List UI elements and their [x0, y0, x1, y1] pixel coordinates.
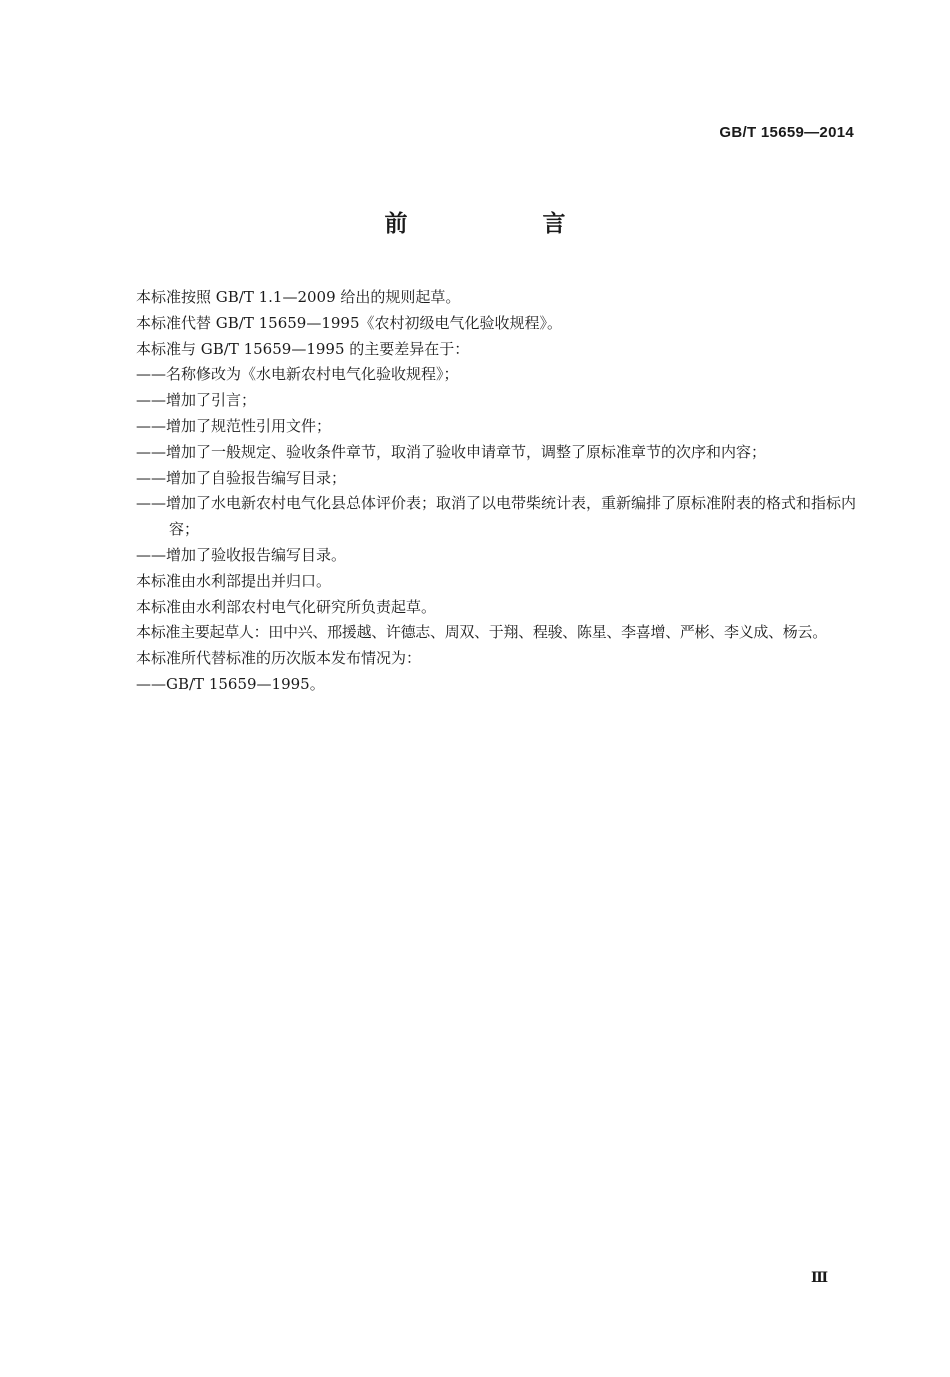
- paragraph-drafting-rules: 本标准按照 GB/T 1.1—2009 给出的规则起草。: [136, 288, 461, 306]
- standard-code: GB/T 15659—2014: [719, 124, 854, 141]
- page-number: Ⅲ: [810, 1270, 828, 1286]
- foreword-body: [136, 285, 856, 698]
- paragraph-replaces: 本标准代替 GB/T 15659—1995《农村初级电气化验收规程》。: [136, 313, 562, 332]
- paragraph-drafters: 本标准主要起草人：田中兴、邢援越、许德志、周双、于翔、程骏、陈星、李喜增、严彬、李义成、杨云。: [136, 623, 827, 642]
- paragraph-drafting-unit: 本标准由水利部农村电气化研究所负责起草。: [136, 597, 437, 616]
- difference-item-7: ——增加了验收报告编写目录。: [136, 545, 347, 564]
- difference-item-6: ——增加了水电新农村电气化县总体评价表；取消了以电带柴统计表，重新编排了原标准附表的格式和指标内容；: [136, 494, 857, 539]
- page-title: 前 言: [384, 211, 622, 237]
- history-item-1: ——GB/T 15659—1995。: [136, 674, 325, 693]
- paragraph-differences-intro: 本标准与 GB/T 15659—1995 的主要差异在于：: [136, 339, 470, 358]
- difference-item-4: ——增加了一般规定、验收条件章节，取消了验收申请章节，调整了原标准章节的次序和内容；: [136, 442, 767, 461]
- paragraph-history-intro: 本标准所代替标准的历次版本发布情况为：: [136, 649, 422, 668]
- difference-item-2: ——增加了引言；: [136, 391, 257, 410]
- difference-item-5: ——增加了自验报告编写目录；: [136, 468, 347, 487]
- difference-item-1: ——名称修改为《水电新农村电气化验收规程》；: [136, 365, 459, 384]
- paragraph-proposer: 本标准由水利部提出并归口。: [136, 571, 332, 590]
- difference-item-3: ——增加了规范性引用文件；: [136, 416, 332, 435]
